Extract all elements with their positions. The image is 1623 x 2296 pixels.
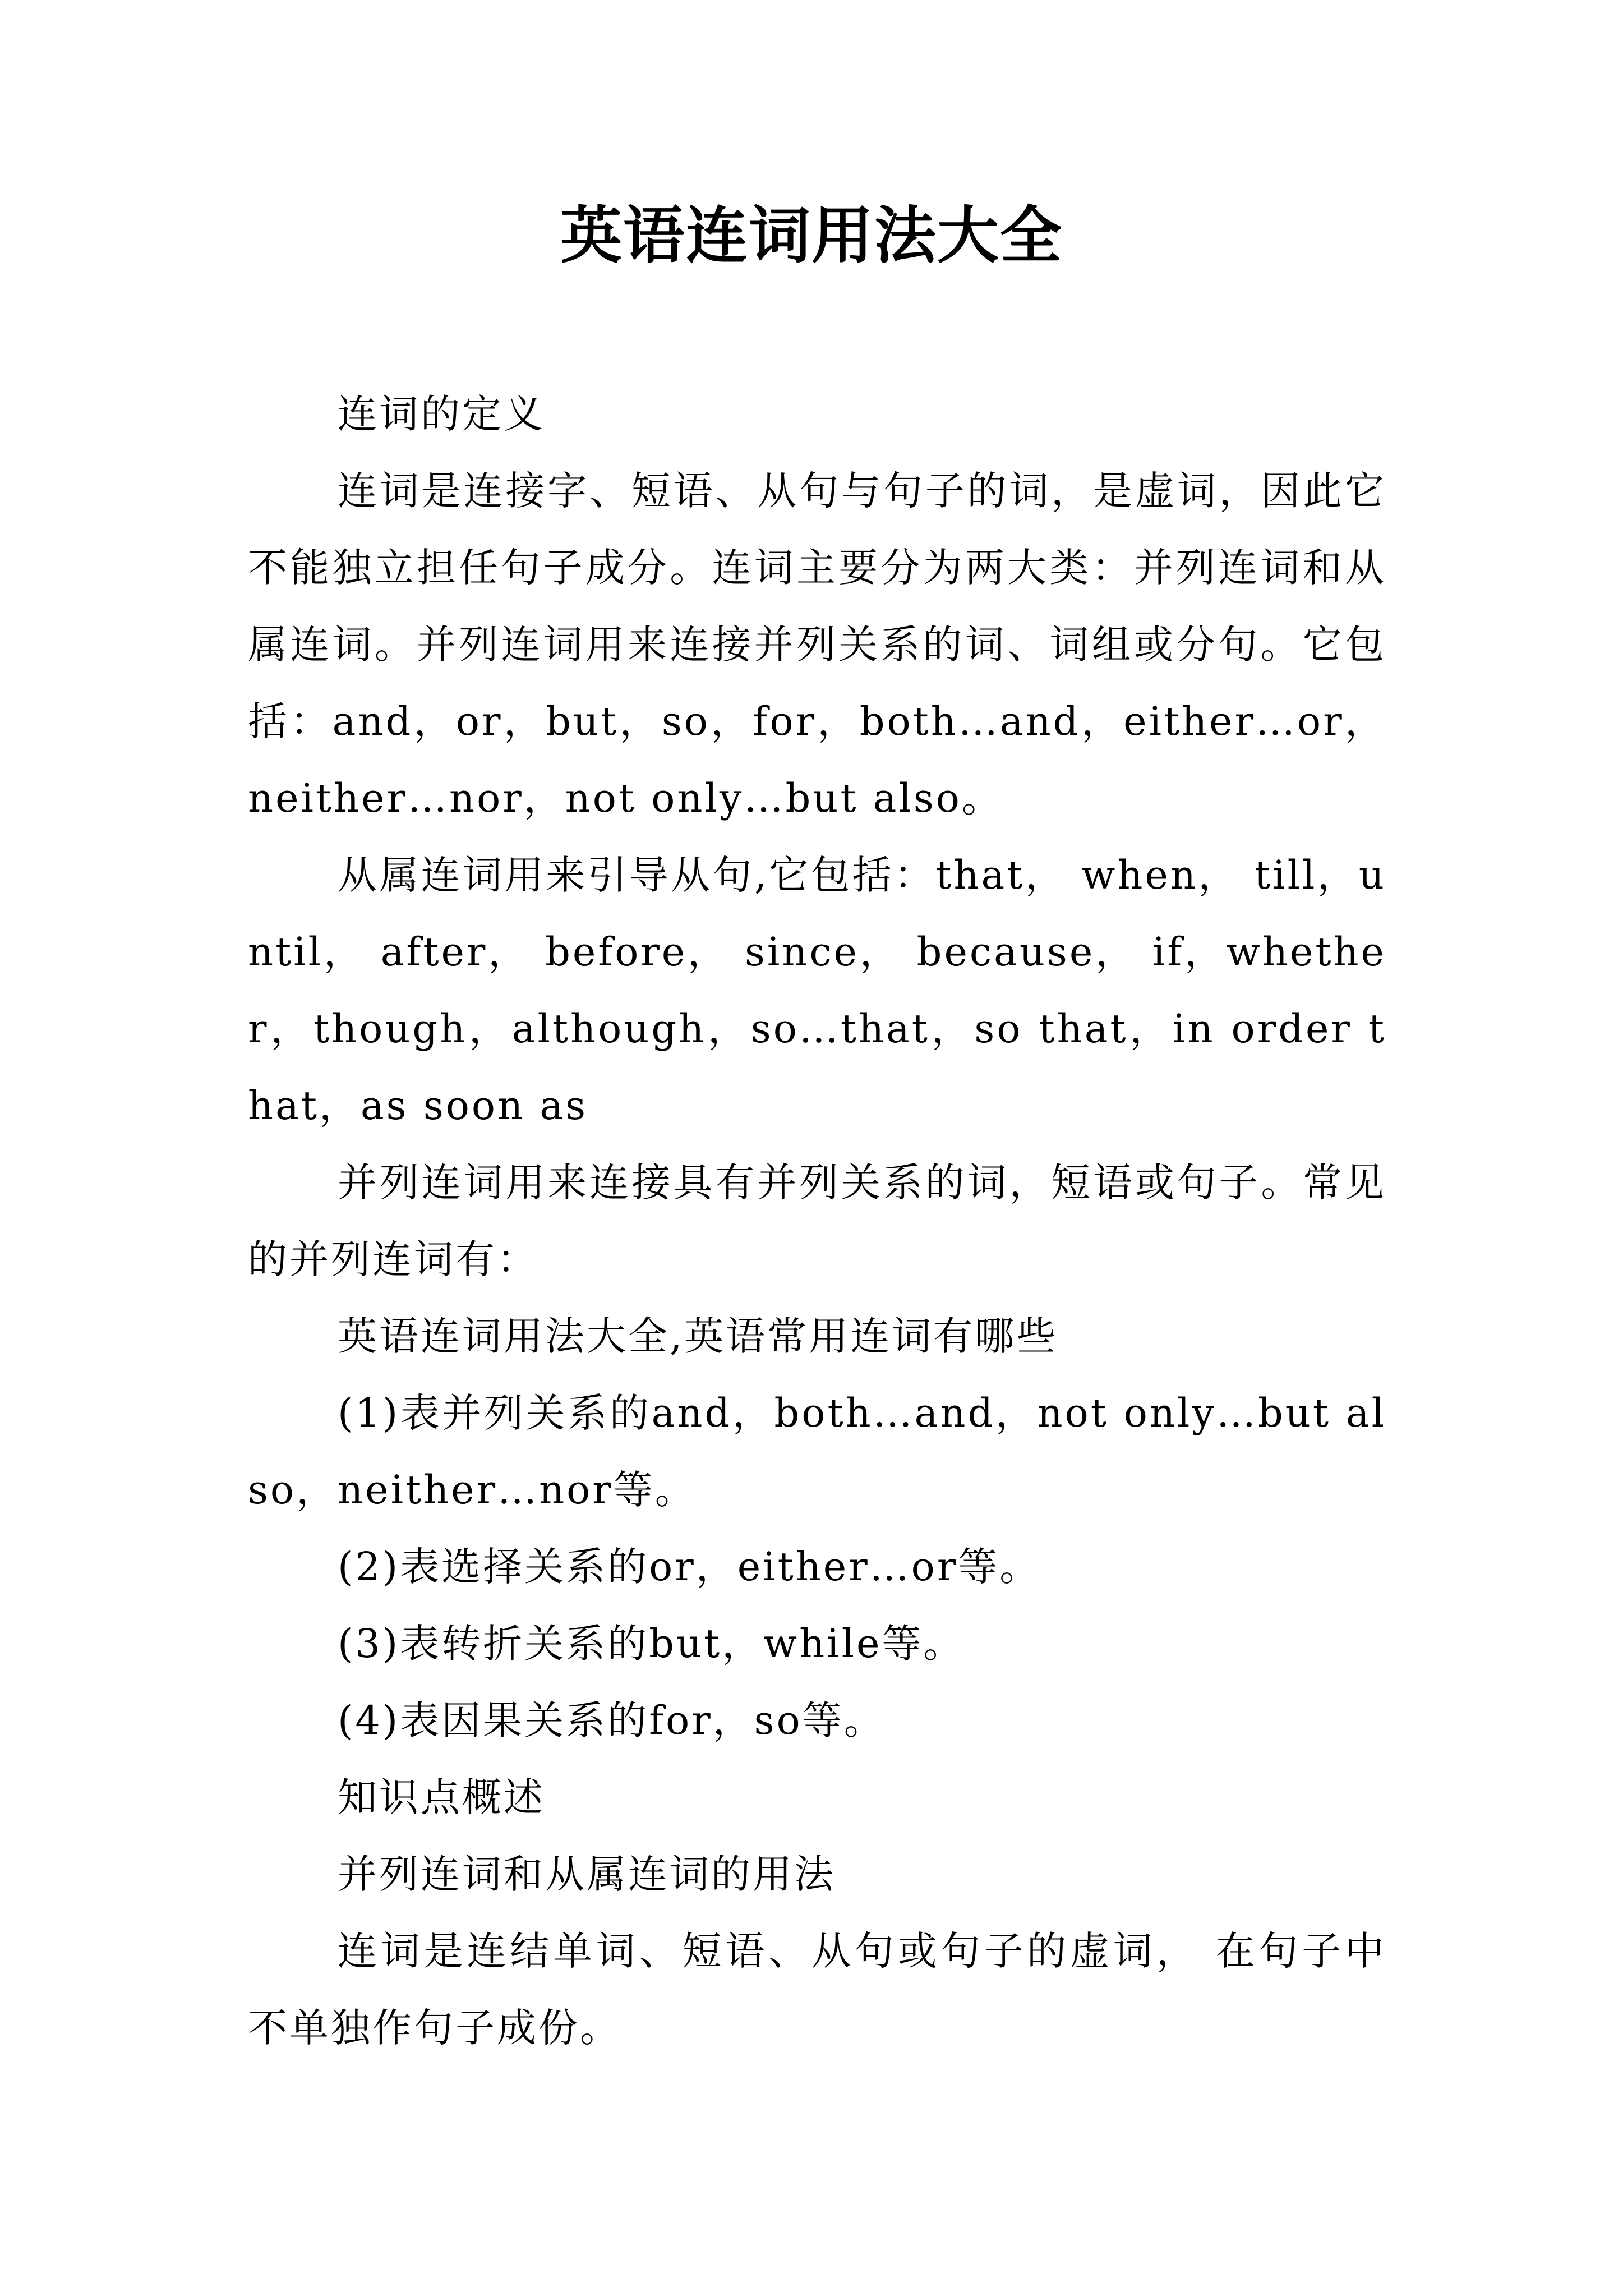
list-item-coordinate: (1)表并列关系的and，both…and，not only…but also，neither…nor等。 <box>248 1390 1386 1513</box>
paragraph-conjunction-summary: 连词是连结单词、短语、从句或句子的虚词， 在句子中不单独作句子成份。 <box>248 1928 1386 2051</box>
paragraph-overview-heading: 知识点概述 <box>338 1774 545 1820</box>
document-body <box>248 376 1386 2067</box>
paragraph-conjunction-definition: 连词是连接字、短语、从句与句子的词，是虚词，因此它不能独立担任句子成分。连词主要分为两大类：并列连词和从属连词。并列连词用来连接并列关系的词、词组或分句。它包括：and，or，but，so，for，both…and，either…or，neither…nor，not only…but also。 <box>248 468 1386 821</box>
list-item-choice: (2)表选择关系的or，either…or等。 <box>338 1544 1041 1590</box>
paragraph-subordinating-conjunctions: 从属连词用来引导从句,它包括：that， when， till，until， after， before， since， because， if，whether，though，although，so…that，so that，in order that，as soon as <box>248 852 1386 1129</box>
list-item-contrast: (3)表转折关系的but，while等。 <box>338 1621 965 1667</box>
paragraph-usage-heading: 并列连词和从属连词的用法 <box>338 1851 836 1897</box>
list-item-cause-effect: (4)表因果关系的for，so等。 <box>338 1697 886 1743</box>
paragraph-definition-heading: 连词的定义 <box>338 391 545 437</box>
paragraph-common-conjunctions-heading: 英语连词用法大全,英语常用连词有哪些 <box>338 1313 1058 1359</box>
paragraph-coordinating-intro: 并列连词用来连接具有并列关系的词，短语或句子。常见的并列连词有： <box>248 1159 1386 1282</box>
document-title: 英语连词用法大全 <box>560 199 1063 272</box>
